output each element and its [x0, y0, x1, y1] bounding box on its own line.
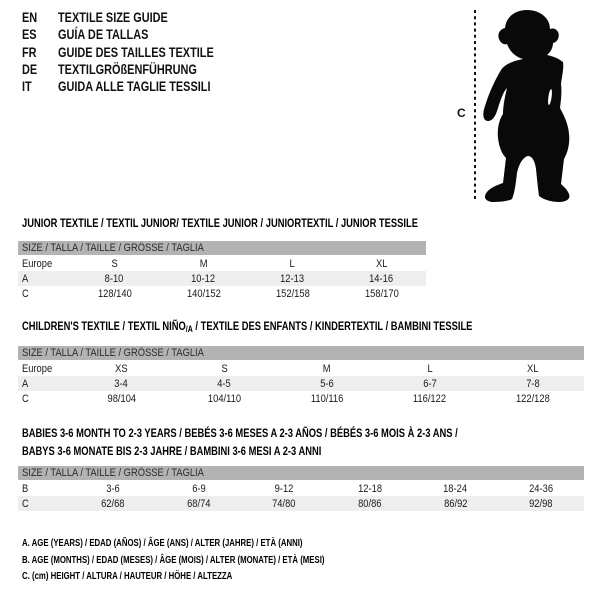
table-row — [18, 361, 584, 376]
children-section-title: CHILDREN'S TEXTILE / TEXTIL $NIÑO_{/A}$ / TEXTILE DES ENFANTS / KINDERTEXTIL / BAMBINI TESSILE — [22, 319, 473, 334]
row-label: A — [22, 377, 29, 390]
junior-section-title: JUNIOR TEXTILE / TEXTIL JUNIOR/ TEXTILE JUNIOR / JUNIORTEXTIL / JUNIOR TESSILE — [22, 216, 418, 230]
row-label: B — [22, 482, 29, 495]
size-header-bar: SIZE / TALLA / TAILLE / GRÖSSE / TAGLIA — [18, 346, 584, 360]
lang-code: ES — [22, 26, 37, 43]
legend-line-c: C. (cm) HEIGHT / ALTURA / HAUTEUR / HÖHE / ALTEZZA — [22, 571, 233, 582]
size-cell: 98/104 — [107, 392, 136, 405]
size-cell: 116/122 — [413, 392, 447, 405]
lang-code: IT — [22, 78, 32, 95]
size-cell: XS — [115, 362, 128, 375]
babies-section-title: BABIES 3-6 MONTH TO 2-3 YEARS / BEBÉS 3-6 MESES A 2-3 AÑOS / BÉBÉS 3-6 MOIS À 2-3 ANS / BABYS 3-6 MONATE BIS 2-3 JAHRE / BAMBINI 3-6 MESI A 2-3 ANNI — [22, 426, 458, 458]
lang-code: DE — [22, 60, 38, 77]
baby-silhouette-figure — [455, 5, 580, 210]
size-cell: XL — [375, 257, 388, 270]
size-cell: 6-7 — [423, 377, 437, 390]
size-cell: 110/116 — [310, 392, 344, 405]
lang-row-es — [22, 26, 258, 43]
children-size-table — [18, 346, 584, 406]
row-label: A — [22, 272, 29, 285]
size-cell: 104/110 — [207, 392, 241, 405]
size-cell: 92/98 — [529, 497, 553, 510]
lang-code: EN — [22, 9, 38, 25]
language-title-list — [22, 9, 258, 95]
size-cell: 12-18 — [357, 482, 382, 495]
size-cell: L — [289, 257, 296, 270]
lang-title: TEXTILE SIZE GUIDE — [58, 9, 168, 25]
size-cell: 152/158 — [275, 287, 310, 300]
size-cell: 18-24 — [443, 482, 468, 495]
size-cell: 62/68 — [101, 497, 125, 510]
lang-code: FR — [22, 43, 37, 60]
size-cell: 6-9 — [191, 482, 206, 495]
size-cell: 8-10 — [105, 272, 124, 285]
figure-height-label: C — [457, 106, 466, 120]
size-cell: 9-12 — [274, 482, 294, 495]
size-cell: 80/86 — [358, 497, 382, 510]
size-cell: L — [427, 362, 433, 375]
size-header-bar: SIZE / TALLA / TAILLE / GRÖSSE / TAGLIA — [18, 241, 426, 255]
size-cell: XL — [526, 362, 539, 375]
size-cell: M — [323, 362, 331, 375]
legend-line-a: A. AGE (YEARS) / EDAD (AÑOS) / ÂGE (ANS) / ALTER (JAHRE) / ETÀ (ANNI) — [22, 538, 303, 549]
size-cell: 86/92 — [443, 497, 468, 510]
size-cell: 128/140 — [97, 287, 132, 300]
size-cell: 74/80 — [272, 497, 296, 510]
size-cell: 7-8 — [525, 377, 540, 390]
table-row — [18, 256, 426, 271]
size-cell: 3-6 — [106, 482, 120, 495]
lang-row-fr — [22, 44, 258, 61]
table-row — [18, 286, 426, 301]
row-label: C — [22, 497, 29, 510]
size-cell: 158/170 — [364, 287, 399, 300]
lang-title: GUÍA DE TALLAS — [58, 26, 149, 43]
table-row — [18, 271, 426, 286]
table-row — [18, 496, 584, 511]
lang-title: TEXTILGRÖßENFÜHRUNG — [58, 60, 197, 77]
size-cell: 4-5 — [217, 377, 231, 390]
size-cell: M — [199, 257, 208, 270]
size-cell: S — [111, 257, 118, 270]
lang-title: GUIDA ALLE TAGLIE TESSILI — [58, 78, 211, 95]
size-cell: 5-6 — [320, 377, 334, 390]
table-row — [18, 481, 584, 496]
lang-title: GUIDE DES TAILLES TEXTILE — [58, 43, 214, 60]
size-cell: S — [221, 362, 228, 375]
legend-line-b: B. AGE (MONTHS) / EDAD (MESES) / ÂGE (MOIS) / ALTER (MONATE) / ETÀ (MESI) — [22, 554, 325, 566]
legend — [22, 536, 410, 586]
size-cell: 140/152 — [186, 287, 221, 300]
lang-row-it — [22, 78, 258, 95]
row-label: Europe — [22, 362, 53, 375]
table-row — [18, 376, 584, 391]
table-row — [18, 391, 584, 406]
lang-row-en — [22, 9, 258, 26]
lang-row-de — [22, 61, 258, 78]
size-cell: 122/128 — [515, 392, 550, 405]
size-header-bar: SIZE / TALLA / TAILLE / GRÖSSE / TAGLIA — [18, 466, 584, 480]
row-label: C — [22, 287, 29, 300]
row-label: C — [22, 392, 29, 405]
size-cell: 24-36 — [529, 482, 554, 495]
size-cell: 10-12 — [191, 272, 216, 285]
size-cell: 12-13 — [280, 272, 305, 285]
size-cell: 14-16 — [369, 272, 394, 285]
size-cell: 68/74 — [186, 497, 211, 510]
size-cell: 3-4 — [114, 377, 129, 390]
junior-size-table — [18, 241, 426, 301]
row-label: Europe — [22, 257, 53, 270]
baby-silhouette — [483, 10, 569, 202]
babies-size-table — [18, 466, 584, 511]
nino-a-subscript: /A — [185, 324, 193, 334]
